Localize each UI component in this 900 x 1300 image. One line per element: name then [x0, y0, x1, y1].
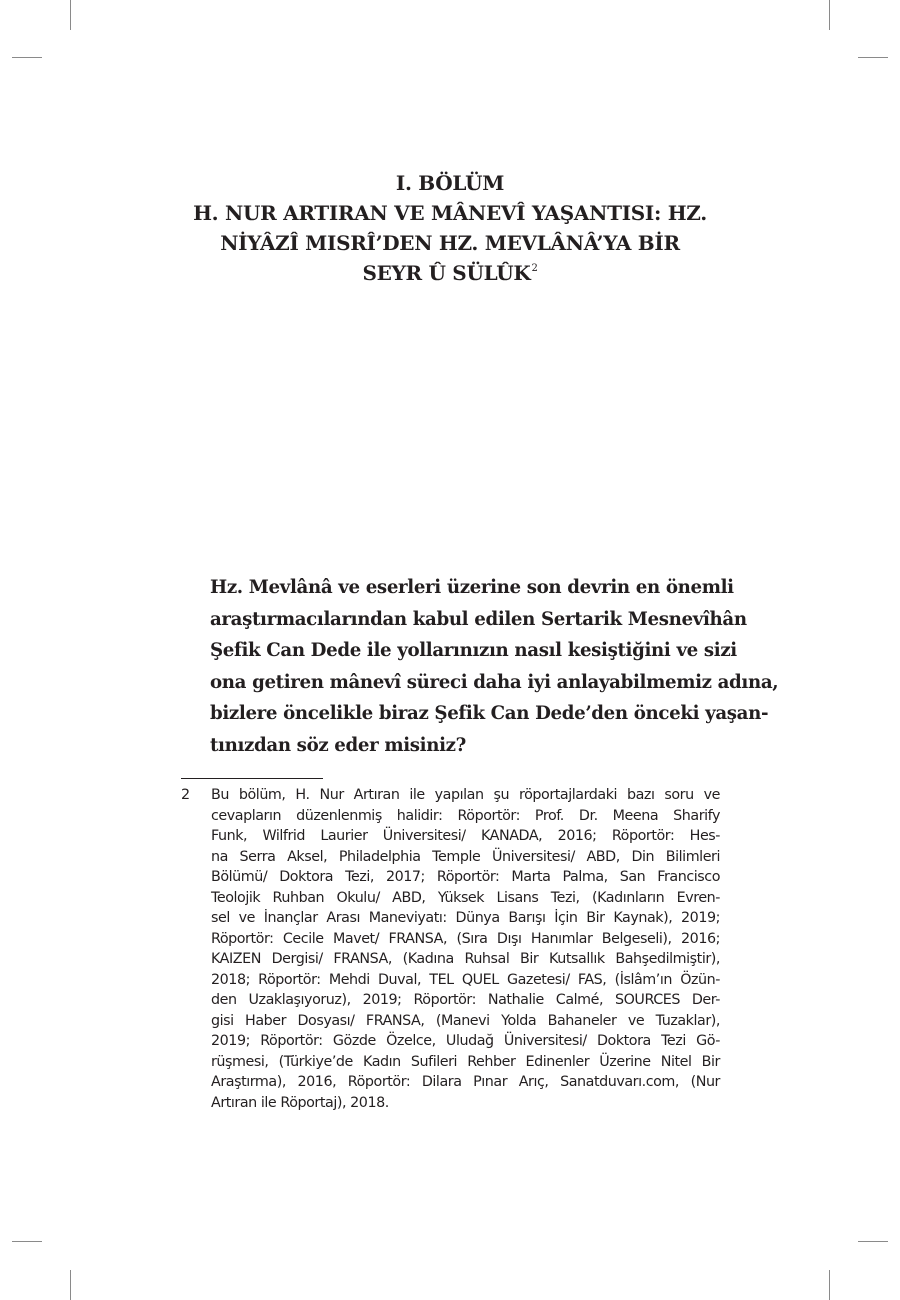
chapter-title-line-3-wrap: [160, 258, 740, 288]
footnote-line: Teolojik Ruhban Okulu/ ABD, Yüksek Lisans Tezi, (Kadınların Evren-: [211, 889, 720, 906]
footnote-line: KAIZEN Dergisi/ FRANSA, (Kadına Ruhsal Bir Kutsallık Bahşedilmiştir),: [211, 951, 720, 967]
crop-mark-bottom-right-vertical: [829, 1270, 830, 1300]
chapter-heading: [160, 168, 740, 288]
footnote-line: sel ve İnançlar Arası Maneviyatı: Dünya Barışı İçin Bir Kaynak), 2019;: [211, 910, 720, 926]
footnote-separator: [181, 778, 323, 779]
question-line: bizlere öncelikle biraz Şefik Can Dede’den önceki yaşan-: [210, 703, 769, 725]
crop-mark-top-left-horizontal: [12, 57, 42, 58]
interview-question: [210, 572, 779, 762]
chapter-title-line-3: SEYR Û SÜLÛK: [362, 261, 531, 285]
footnote-line: 2018; Röportör: Mehdi Duval, TEL QUEL Gazetesi/ FAS, (İslâm’ın Özün-: [211, 971, 720, 988]
footnote-line: Araştırma), 2016, Röportör: Dilara Pınar Arıç, Sanatduvarı.com, (Nur: [211, 1074, 720, 1090]
footnote-line: Röportör: Cecile Mavet/ FRANSA, (Sıra Dışı Hanımlar Belgeseli), 2016;: [211, 930, 720, 947]
footnote-line: den Uzaklaşıyoruz), 2019; Röportör: Nathalie Calmé, SOURCES Der-: [211, 992, 720, 1008]
footnote-reference[interactable]: 2: [531, 263, 538, 274]
footnote-line: 2019; Röportör: Gözde Özelce, Uludağ Üniversitesi/ Doktora Tezi Gö-: [211, 1033, 720, 1049]
footnote-line: na Serra Aksel, Philadelphia Temple Üniversitesi/ ABD, Din Bilimleri: [211, 848, 720, 865]
crop-mark-bottom-left-horizontal: [12, 1241, 42, 1242]
question-line: tınızdan söz eder misiniz?: [210, 734, 466, 756]
question-line: araştırmacılarından kabul edilen Sertarik Mesnevîhân: [210, 608, 747, 630]
crop-mark-bottom-right-horizontal: [858, 1241, 888, 1242]
footnote-line: Bölümü/ Doktora Tezi, 2017; Röportör: Marta Palma, San Francisco: [211, 869, 720, 885]
footnote-line: rüşmesi, (Türkiye’de Kadın Sufileri Rehber Edinenler Üzerine Nitel Bir: [211, 1053, 720, 1070]
footnote-line: Funk, Wilfrid Laurier Üniversitesi/ KANADA, 2016; Röportör: Hes-: [211, 828, 720, 844]
crop-mark-top-right-vertical: [829, 0, 830, 30]
chapter-title-line-1: H. NUR ARTIRAN VE MÂNEVÎ YAŞANTISI: HZ.: [193, 201, 707, 225]
question-line: Şefik Can Dede ile yollarınızın nasıl kesiştiğini ve sizi: [210, 640, 737, 662]
crop-mark-top-left-vertical: [70, 0, 71, 30]
question-line: ona getiren mânevî süreci daha iyi anlayabilmemiz adına,: [210, 671, 779, 693]
footnote-line: cevapların düzenlenmiş halidir: Röportör: Prof. Dr. Meena Sharify: [211, 807, 720, 824]
chapter-number: I. BÖLÜM: [395, 171, 505, 195]
crop-mark-bottom-left-vertical: [70, 1270, 71, 1300]
footnote-number: 2: [181, 787, 190, 803]
footnote-line: Artıran ile Röportaj), 2018.: [211, 1094, 389, 1111]
chapter-title-line-2: NİYÂZÎ MISRÎ’DEN HZ. MEVLÂNÂ’YA BİR: [220, 231, 680, 255]
crop-mark-top-right-horizontal: [858, 57, 888, 58]
footnote-text: [211, 785, 720, 1113]
footnote-line: Bu bölüm, H. Nur Artıran ile yapılan şu röportajlardaki bazı soru ve: [211, 787, 720, 803]
footnote-line: gisi Haber Dosyası/ FRANSA, (Manevi Yolda Bahaneler ve Tuzaklar),: [211, 1012, 720, 1029]
question-line: Hz. Mevlânâ ve eserleri üzerine son devrin en önemli: [210, 577, 734, 598]
